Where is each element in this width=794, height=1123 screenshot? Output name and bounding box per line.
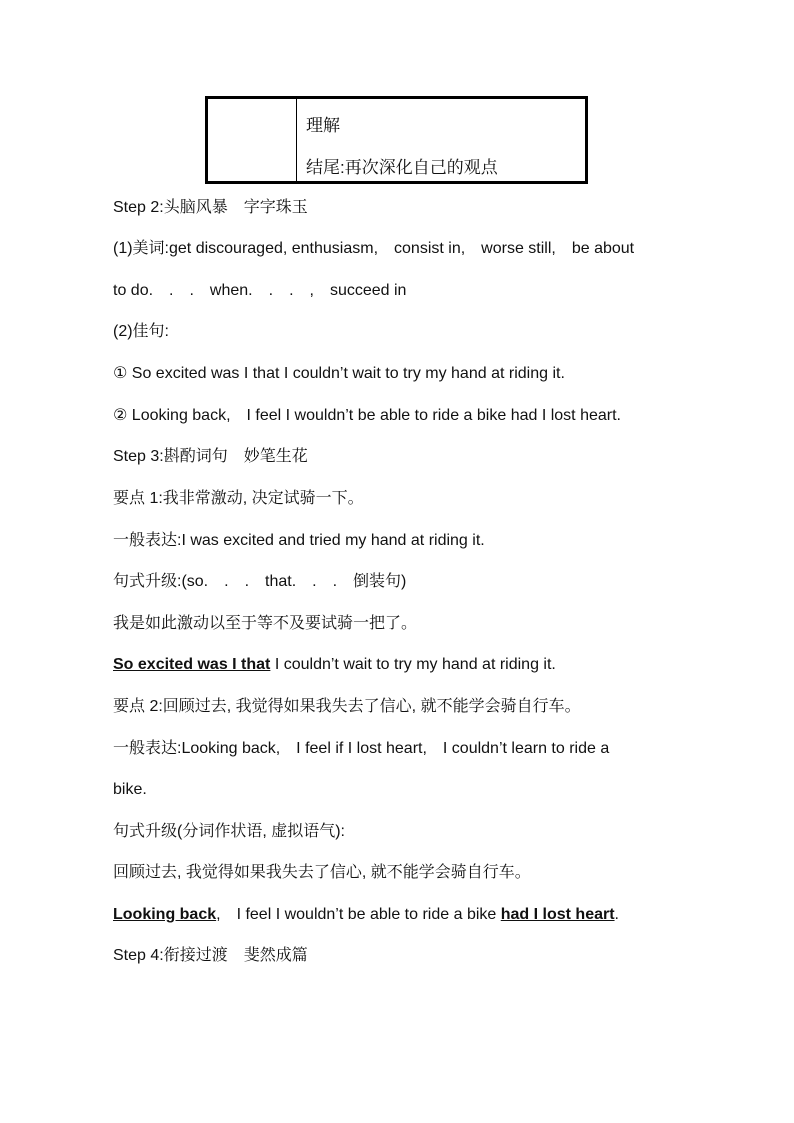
point2-heading: 要点 2:回顾过去, 我觉得如果我失去了信心, 就不能学会骑自行车。 [113,698,581,715]
sentences-heading: (2)佳句: [113,323,170,340]
step2-heading: Step 2:头脑风暴 字字珠玉 [113,199,308,216]
point2-chinese: 回顾过去, 我觉得如果我失去了信心, 就不能学会骑自行车。 [113,864,531,881]
point2-upgrade-label: 句式升级(分词作状语, 虚拟语气): [113,823,345,840]
point2-plain-2: bike. [113,781,147,798]
underlined-phrase: So excited was I that [113,656,271,673]
sentence-1: ① So excited was I that I couldn’t wait to try my hand at riding it. [113,365,565,382]
underlined-phrase: had I lost heart [500,906,615,923]
step4-heading: Step 4:衔接过渡 斐然成篇 [113,947,308,964]
point2-plain-1: 一般表达:Looking back, I feel if I lost heart, I couldn’t learn to ride a [113,740,610,757]
vocab-line-2: to do. . . when. . . , succeed in [113,282,407,299]
table-empty-cell [208,99,297,181]
underlined-phrase: Looking back [113,906,217,923]
vocab-line-1: (1)美词:get discouraged, enthusiasm, consist in, worse still, be about [113,240,635,257]
point1-heading: 要点 1:我非常激动, 决定试骑一下。 [113,490,364,507]
table-row-understanding: 理解 [306,116,340,135]
point2-upgraded [113,905,619,925]
point1-upgraded [113,655,556,675]
sentence-rest: I couldn’t wait to try my hand at riding it. [270,656,556,673]
table-content-cell [297,99,585,181]
sentence-2: ② Looking back, I feel I wouldn’t be able to ride a bike had I lost heart. [113,407,621,424]
point1-plain: 一般表达:I was excited and tried my hand at riding it. [113,532,485,549]
sentence-middle: , I feel I wouldn’t be able to ride a bike [216,906,501,923]
point1-chinese: 我是如此激动以至于等不及要试骑一把了。 [113,615,418,632]
step3-heading: Step 3:斟酌词句 妙笔生花 [113,448,308,465]
outline-table [205,96,588,184]
point1-upgrade-label: 句式升级:(so. . . that. . . 倒装句) [113,573,407,590]
sentence-end: . [614,906,619,923]
table-row-ending: 结尾:再次深化自己的观点 [306,158,498,177]
